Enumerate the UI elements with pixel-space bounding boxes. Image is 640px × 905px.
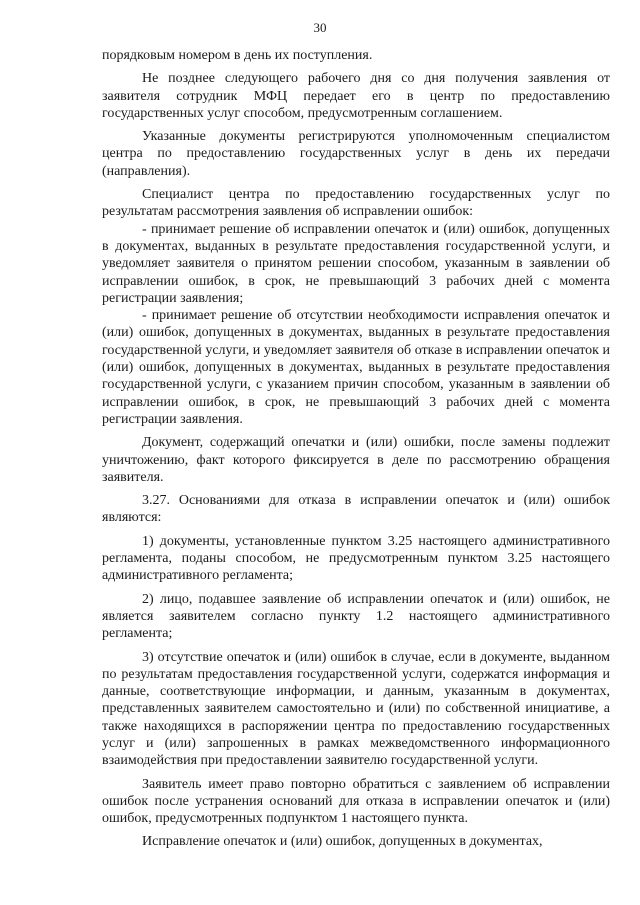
paragraph: Заявитель имеет право повторно обратиться с заявлением об исправлении ошибок после устранения оснований для отказа в исправлении опечаток и (или) ошибок, предусмотренных подпунктом 1 настоящего пункта. xyxy=(102,776,610,827)
paragraph: Документ, содержащий опечатки и (или) ошибки, после замены подлежит уничтожению, факт которого фиксируется в деле по рассмотрению обращения заявителя. xyxy=(102,435,610,485)
list-item: 1) документы, установленные пунктом 3.25 настоящего административного регламента, поданы способом, не предусмотренным пунктом 3.25 настоящего административного регламента; xyxy=(102,533,610,584)
section-heading-paragraph: 3.27. Основаниями для отказа в исправлении опечаток и (или) ошибок являются: xyxy=(102,493,610,526)
list-item: - принимает решение об отсутствии необходимости исправления опечаток и (или) ошибок, допущенных в документах, выданных в результате предоставления государственной услуги, и уведомляет заявителя об отказе в исправлении опечаток и (или) ошибок, допущенных в документах, выданных в результате предоставления государственной услуги, с указанием причин способом, указанным в заявлении об исправлении ошибок, в срок, не превышающий 3 рабочих дней с момента регистрации заявления. xyxy=(102,308,610,427)
paragraph: Специалист центра по предоставлению государственных услуг по результатам рассмотрения заявления об исправлении ошибок: xyxy=(102,187,610,220)
list-item: 3) отсутствие опечаток и (или) ошибок в случае, если в документе, выданном по результатам предоставления государственной услуги, содержатся информация и данные, соответствующие информации, и данным, указанным в документах, представленных заявителем самостоятельно и (или) по собственной инициативе, а также находящихся в распоряжении центра по предоставлению государственных услуг и (или) запрошенных в рамках межведомственного информационного взаимодействия при предоставлении заявителю государственной услуги. xyxy=(102,649,610,769)
paragraph: Указанные документы регистрируются уполномоченным специалистом центра по предоставлению государственных услуг в день их передачи (направления). xyxy=(102,129,610,179)
list-item: 2) лицо, подавшее заявление об исправлении опечаток и (или) ошибок, не является заявителем согласно пункту 1.2 настоящего административного регламента; xyxy=(102,591,610,642)
page-number: 30 xyxy=(313,20,327,35)
document-body xyxy=(102,47,610,851)
paragraph: Не позднее следующего рабочего дня со дня получения заявления от заявителя сотрудник МФЦ передает его в центр по предоставлению государственных услуг способом, предусмотренным соглашением. xyxy=(102,71,610,121)
list-item: - принимает решение об исправлении опечаток и (или) ошибок, допущенных в документах, выданных в результате предоставления государственной услуги, и уведомляет заявителя о принятом решении способом, указанным в заявлении об исправлении ошибок, в срок, не превышающий 3 рабочих дней с момента регистрации заявления; xyxy=(102,221,610,306)
paragraph-continuation: порядковым номером в день их поступления. xyxy=(102,48,373,63)
paragraph: Исправление опечаток и (или) ошибок, допущенных в документах, xyxy=(142,834,543,850)
